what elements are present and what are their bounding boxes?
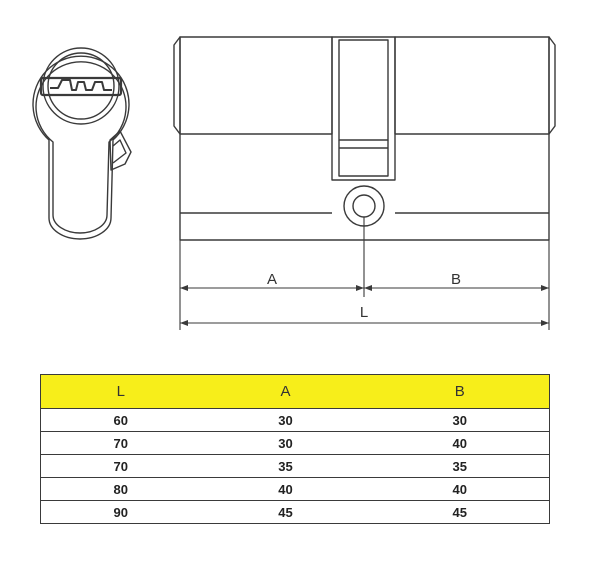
keyway-teeth: [50, 80, 112, 90]
cell-b: 30: [371, 409, 550, 432]
cylinder-front-view: [174, 37, 555, 240]
cell-l: 70: [41, 432, 201, 455]
cell-b: 40: [371, 478, 550, 501]
keyway: [41, 78, 121, 95]
screw-hole-inner: [353, 195, 375, 217]
dimension-label-l: L: [359, 304, 369, 321]
cell-a: 35: [201, 455, 371, 478]
cell-a: 30: [201, 432, 371, 455]
cam-slot-inner: [339, 40, 388, 140]
cell-a: 45: [201, 501, 371, 524]
column-header-a: A: [201, 375, 371, 409]
right-plug-housing: [395, 37, 549, 134]
cell-b: 40: [371, 432, 550, 455]
left-plug-housing: [180, 37, 332, 134]
cell-a: 30: [201, 409, 371, 432]
plug-circle: [43, 48, 119, 124]
cam-slot: [332, 37, 395, 180]
right-face: [549, 37, 555, 134]
cell-l: 80: [41, 478, 201, 501]
cell-l: 70: [41, 455, 201, 478]
table-row: [41, 432, 550, 455]
table-row: [41, 409, 550, 432]
table-row: [41, 478, 550, 501]
column-header-b: B: [371, 375, 550, 409]
cell-l: 60: [41, 409, 201, 432]
left-face: [174, 37, 180, 134]
dimensions-table: [40, 374, 550, 524]
cell-l: 90: [41, 501, 201, 524]
dimension-label-b: B: [450, 271, 462, 288]
table-header-row: [41, 375, 550, 409]
table-row: [41, 501, 550, 524]
cell-b: 35: [371, 455, 550, 478]
column-header-l: L: [41, 375, 201, 409]
cell-b: 45: [371, 501, 550, 524]
dimension-label-a: A: [266, 271, 278, 288]
cam-slot-detail: [339, 140, 388, 176]
table-row: [41, 455, 550, 478]
cell-a: 40: [201, 478, 371, 501]
cam-inner: [113, 140, 126, 163]
cylinder-end-view: [33, 48, 131, 239]
